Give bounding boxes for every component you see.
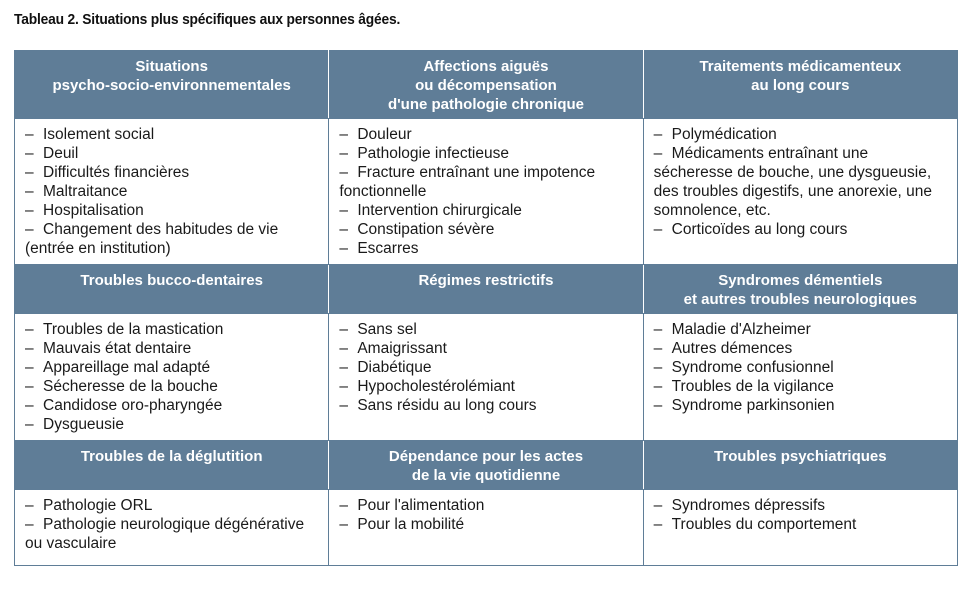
dash-bullet: – xyxy=(339,221,348,238)
list-item xyxy=(339,220,634,239)
dash-bullet: – xyxy=(339,126,348,143)
list-item-text: Troubles de la vigilance xyxy=(671,378,834,395)
list-cell xyxy=(15,314,329,441)
list-item-text: Pathologie neurologique dégénérative ou vasculaire xyxy=(25,516,305,552)
dash-bullet: – xyxy=(653,397,663,414)
list-item-text: Appareillage mal adapté xyxy=(43,359,211,376)
column-header xyxy=(329,441,643,490)
list-item xyxy=(25,320,320,339)
list-item xyxy=(654,339,949,358)
list-cell xyxy=(329,314,643,441)
list-item xyxy=(25,515,320,553)
dash-bullet: – xyxy=(25,397,34,414)
list-item xyxy=(654,396,949,415)
list-item xyxy=(25,220,320,258)
dash-bullet: – xyxy=(339,397,348,414)
list-item xyxy=(339,358,634,377)
list-item-text: Dysgueusie xyxy=(43,416,124,433)
column-header-line: Situations xyxy=(135,58,208,75)
content-row xyxy=(15,490,958,566)
list-item xyxy=(654,515,949,534)
list-item-text: Corticoïdes au long cours xyxy=(671,221,848,238)
list-item xyxy=(25,358,320,377)
list-cell xyxy=(643,490,957,566)
column-header-line: Troubles de la déglutition xyxy=(80,448,263,465)
column-header-line: psycho-socio-environnementales xyxy=(52,77,291,94)
list-item xyxy=(654,320,949,339)
header-row xyxy=(15,265,958,314)
list-item xyxy=(25,396,320,415)
dash-bullet: – xyxy=(653,221,663,238)
list-item xyxy=(25,125,320,144)
dash-bullet: – xyxy=(339,145,348,162)
list-item-text: Pathologie ORL xyxy=(43,497,153,514)
column-header-line: et autres troubles neurologiques xyxy=(683,291,917,308)
content-row xyxy=(15,119,958,265)
column-header-line: de la vie quotidienne xyxy=(411,467,561,484)
list-item-text: Intervention chirurgicale xyxy=(357,202,522,219)
list-item-text: Pathologie infectieuse xyxy=(357,145,509,162)
list-item xyxy=(339,163,634,201)
dash-bullet: – xyxy=(339,321,348,338)
list-item-text: Amaigrissant xyxy=(357,340,447,357)
column-header xyxy=(15,265,329,314)
list-item-text: Hospitalisation xyxy=(43,202,144,219)
table-title: Tableau 2. Situations plus spécifiques aux personnes âgées. xyxy=(14,11,401,28)
column-header-line: Régimes restrictifs xyxy=(418,272,554,289)
list-item-text: Difficultés financières xyxy=(43,164,190,181)
list-item xyxy=(25,201,320,220)
list-cell xyxy=(329,119,643,265)
list-item-text: Maladie d'Alzheimer xyxy=(671,321,811,338)
column-header-line: Dépendance pour les actes xyxy=(388,448,584,465)
situations-table xyxy=(14,50,958,566)
dash-bullet: – xyxy=(25,202,34,219)
list-cell xyxy=(15,119,329,265)
list-item xyxy=(339,125,634,144)
dash-bullet: – xyxy=(25,126,34,143)
dash-bullet: – xyxy=(25,340,34,357)
column-header xyxy=(643,51,957,119)
dash-bullet: – xyxy=(25,183,34,200)
list-item xyxy=(339,515,634,534)
column-header-line: Troubles psychiatriques xyxy=(714,448,887,465)
dash-bullet: – xyxy=(25,321,34,338)
list-item-text: Changement des habitudes de vie (entrée en institution) xyxy=(25,221,279,257)
dash-bullet: – xyxy=(653,378,663,395)
content-row xyxy=(15,314,958,441)
dash-bullet: – xyxy=(25,497,34,514)
list-item xyxy=(25,496,320,515)
dash-bullet: – xyxy=(339,516,348,533)
dash-bullet: – xyxy=(339,240,348,257)
dash-bullet: – xyxy=(339,497,348,514)
column-header xyxy=(15,51,329,119)
list-item xyxy=(25,182,320,201)
dash-bullet: – xyxy=(653,321,663,338)
list-item xyxy=(654,377,949,396)
header-row xyxy=(15,51,958,119)
list-item xyxy=(654,144,949,220)
dash-bullet: – xyxy=(25,145,34,162)
list-cell xyxy=(329,490,643,566)
list-item xyxy=(654,496,949,515)
list-item-text: Fracture entraînant une impotence fonctionnelle xyxy=(339,164,596,200)
list-item xyxy=(25,163,320,182)
dash-bullet: – xyxy=(25,359,34,376)
list-item xyxy=(654,220,949,239)
list-item-text: Escarres xyxy=(357,240,419,257)
list-cell xyxy=(643,119,957,265)
dash-bullet: – xyxy=(339,164,348,181)
list-item-text: Mauvais état dentaire xyxy=(43,340,192,357)
dash-bullet: – xyxy=(339,202,348,219)
list-item-text: Troubles de la mastication xyxy=(43,321,224,338)
list-item-text: Candidose oro-pharyngée xyxy=(43,397,223,414)
list-item-text: Syndrome parkinsonien xyxy=(671,397,835,414)
list-item xyxy=(654,358,949,377)
list-item xyxy=(339,239,634,258)
list-cell xyxy=(15,490,329,566)
column-header-line: Syndromes démentiels xyxy=(718,272,883,289)
list-item-text: Médicaments entraînant une sécheresse de bouche, une dysgueusie, des troubles digestifs, une anorexie, une somnolence, etc. xyxy=(653,145,932,219)
column-header xyxy=(329,265,643,314)
list-item-text: Sans résidu au long cours xyxy=(357,397,537,414)
list-item-text: Maltraitance xyxy=(43,183,128,200)
list-item-text: Diabétique xyxy=(357,359,432,376)
list-item-text: Deuil xyxy=(43,145,79,162)
list-item-text: Isolement social xyxy=(43,126,155,143)
list-item-text: Syndromes dépressifs xyxy=(671,497,825,514)
list-item xyxy=(25,144,320,163)
list-item-text: Polymédication xyxy=(671,126,777,143)
list-item xyxy=(339,201,634,220)
column-header-line: Traitements médicamenteux xyxy=(699,58,902,75)
dash-bullet: – xyxy=(653,145,663,162)
dash-bullet: – xyxy=(25,516,34,533)
list-item xyxy=(339,396,634,415)
dash-bullet: – xyxy=(25,416,34,433)
column-header xyxy=(329,51,643,119)
dash-bullet: – xyxy=(339,340,348,357)
column-header-line: d'une pathologie chronique xyxy=(387,96,585,113)
list-item xyxy=(25,377,320,396)
list-item xyxy=(339,377,634,396)
dash-bullet: – xyxy=(653,516,663,533)
list-item xyxy=(339,144,634,163)
dash-bullet: – xyxy=(25,378,34,395)
list-item-text: Hypocholestérolémiant xyxy=(357,378,515,395)
column-header-line: Troubles bucco-dentaires xyxy=(80,272,263,289)
list-item-text: Constipation sévère xyxy=(357,221,495,238)
column-header-line: Affections aiguës xyxy=(423,58,549,75)
dash-bullet: – xyxy=(653,497,663,514)
column-header xyxy=(643,441,957,490)
list-item xyxy=(25,339,320,358)
header-row xyxy=(15,441,958,490)
list-item xyxy=(339,496,634,515)
list-item-text: Douleur xyxy=(357,126,412,143)
list-item xyxy=(654,125,949,144)
column-header-line: au long cours xyxy=(751,77,850,94)
dash-bullet: – xyxy=(653,359,663,376)
list-item xyxy=(339,320,634,339)
dash-bullet: – xyxy=(25,164,34,181)
list-cell xyxy=(643,314,957,441)
column-header xyxy=(643,265,957,314)
list-item xyxy=(25,415,320,434)
list-item-text: Troubles du comportement xyxy=(671,516,857,533)
list-item-text: Sans sel xyxy=(357,321,417,338)
list-item xyxy=(339,339,634,358)
dash-bullet: – xyxy=(25,221,34,238)
list-item-text: Pour la mobilité xyxy=(357,516,465,533)
column-header xyxy=(15,441,329,490)
list-item-text: Autres démences xyxy=(671,340,793,357)
dash-bullet: – xyxy=(339,359,348,376)
dash-bullet: – xyxy=(653,340,663,357)
list-item-text: Pour l'alimentation xyxy=(357,497,485,514)
dash-bullet: – xyxy=(339,378,348,395)
column-header-line: ou décompensation xyxy=(415,77,557,94)
list-item-text: Sécheresse de la bouche xyxy=(43,378,218,395)
dash-bullet: – xyxy=(653,126,663,143)
list-item-text: Syndrome confusionnel xyxy=(671,359,834,376)
